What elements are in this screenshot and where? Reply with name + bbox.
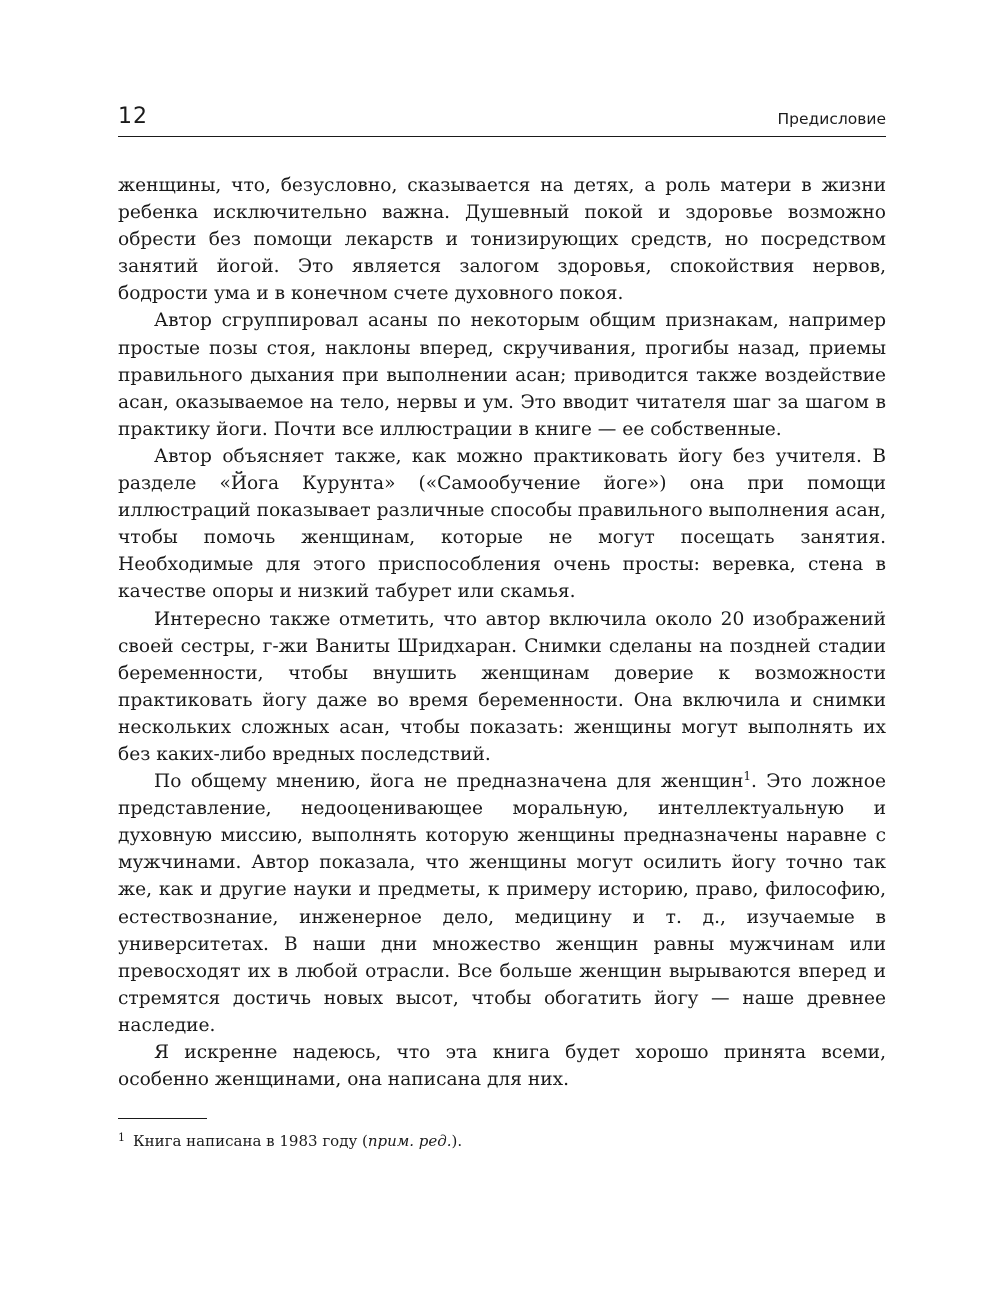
paragraph: женщины, что, безусловно, сказывается на детях, а роль матери в жизни ребенка исключительно важна. Душевный покой и здоровье возможно обрести без помощи лекарств и тонизирующих средств, но посредством занятий йогой. Это является залогом здоровья, спокойствия нервов, бодрости ума и в конечном счете духовного покоя. [118,175,886,305]
body-text [118,172,886,1093]
footnote-text: Книга написана в 1983 году ( [133,1132,368,1150]
footnote-divider [118,1118,207,1119]
paragraph: Интересно также отметить, что автор включила около 20 изображений своей сестры, г-жи Ваниты Шридхаран. Снимки сделаны на поздней стадии беременности, чтобы внушить женщинам доверие к возможности практиковать йогу даже во время беременности. Она включила и снимки нескольких сложных асан, чтобы показать: женщины могут выполнять их без каких-либо вредных последствий. [118,608,886,765]
paragraph: Автор объясняет также, как можно практиковать йогу без учителя. В разделе «Йога Курунта» («Самообучение йоге») она при помощи иллюстраций показывает различные способы правильного выполнения асан, чтобы помочь женщинам, которые не могут посещать занятия. Необходимые для этого приспособления очень просты: веревка, стена в качестве опоры и низкий табурет или скамья. [118,445,886,603]
page-number: 12 [118,104,148,129]
paragraph-with-footnote-ref [118,768,886,1039]
running-head: Предисловие [777,110,886,128]
paragraph-text: По общему мнению, йога не предназначена для женщин [154,771,744,793]
paragraph-text: . Это ложное представление, недооценивающее моральную, интеллектуальную и духовную миссию, выполнять которую женщины предназначены наравне с мужчинами. Автор показала, что женщины могут осилить йогу точно так же, как и другие науки и предметы, к примеру историю, право, философию, естествознание, инженерное дело, медицину и т. д., изучаемые в университетах. В наши дни множество женщин равны мужчинам или превосходят их в любой отрасли. Все больше женщин вырываются вперед и стремятся достичь новых высот, чтобы обогатить йогу — наше древнее наследие. [118,771,886,1036]
page-header [118,102,886,137]
footnote-reference[interactable]: 1 [743,769,752,784]
paragraph: Автор сгруппировал асаны по некоторым общим признакам, например простые позы стоя, наклоны вперед, скручивания, прогибы назад, приемы правильного дыхания при выполнении асан; приводится также воздействие асан, оказываемое на тело, нервы и ум. Это вводит читателя шаг за шагом в практику йоги. Почти все иллюстрации в книге — ее собственные. [118,310,886,440]
footnote [118,1127,462,1152]
footnote-text-end: ). [451,1132,463,1150]
footnote-italic-text: прим. ред. [367,1132,452,1150]
paragraph: Я искренне надеюсь, что эта книга будет хорошо принята всеми, особенно женщинами, она написана для них. [118,1042,886,1091]
footnote-number: 1 [118,1131,125,1144]
